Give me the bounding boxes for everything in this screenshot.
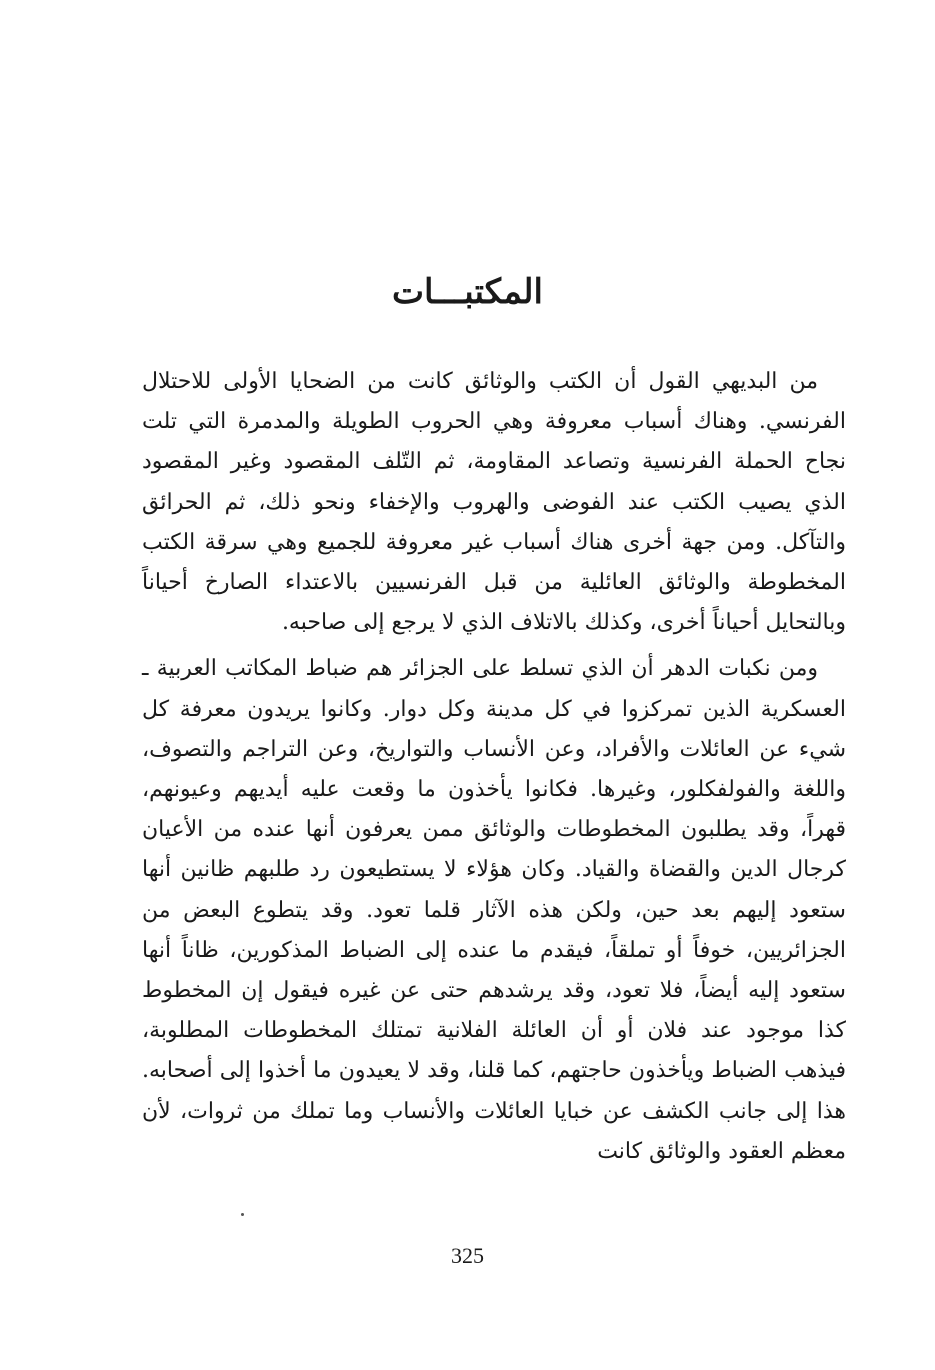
body-text — [142, 362, 846, 1172]
paragraph-1: من البديهي القول أن الكتب والوثائق كانت من الضحايا الأولى للاحتلال الفرنسي. وهناك أسباب معروفة وهي الحروب الطويلة والمدمرة التي تلت نجاح الحملة الفرنسية وتصاعد المقاومة، ثم التّلف المقصود وغير المقصود الذي يصيب الكتب عند الفوضى والهروب والإخفاء ونحو ذلك، ثم الحرائق والتآكل. ومن جهة أخرى هناك أسباب غير معروفة للجميع وهي سرقة الكتب المخطوطة والوثائق العائلية من قبل الفرنسيين بالاعتداء الصارخ أحياناً وبالتحايل أحياناً أخرى، وكذلك بالاتلاف الذي لا يرجع إلى صاحبه. — [142, 369, 846, 636]
scan-speck — [241, 1213, 244, 1216]
page-number: 325 — [451, 1243, 484, 1268]
paragraph-2: ومن نكبات الدهر أن الذي تسلط على الجزائر هم ضباط المكاتب العربية ـ العسكرية الذين تمركزوا في كل مدينة وكل دوار. وكانوا يريدون معرفة كل شيء عن العائلات والأفراد، وعن الأنساب والتواريخ، وعن التراجم والتصوف، واللغة والفولفكلور، وغيرها. فكانوا يأخذون ما وقعت عليه أيديهم وعيونهم، قهراً، وقد يطلبون المخطوطات والوثائق ممن يعرفون أنها عنده من الأعيان كرجال الدين والقضاة والقياد. وكان هؤلاء لا يستطيعون رد طلبهم ظانين أنها ستعود إليهم بعد حين، ولكن هذه الآثار قلما تعود. وقد يتطوع البعض من الجزائريين، خوفاً أو تملقاً، فيقدم ما عنده إلى الضباط المذكورين، ظاناً أنها ستعود إليه أيضاً، فلا تعود، وقد يرشدهم حتى عن غيره فيقول إن المخطوط كذا موجود عند فلان أو أن العائلة الفلانية تمتلك المخطوطات المطلوبة، فيذهب الضباط ويأخذون حاجتهم، كما قلنا، وقد لا يعيدون ما أخذوا إلى أصحابه. هذا إلى جانب الكشف عن خبايا العائلات والأنساب وما تملك من ثروات، لأن معظم العقود والوثائق كانت — [142, 656, 847, 1164]
chapter-title: المكتبـــات — [391, 272, 543, 312]
